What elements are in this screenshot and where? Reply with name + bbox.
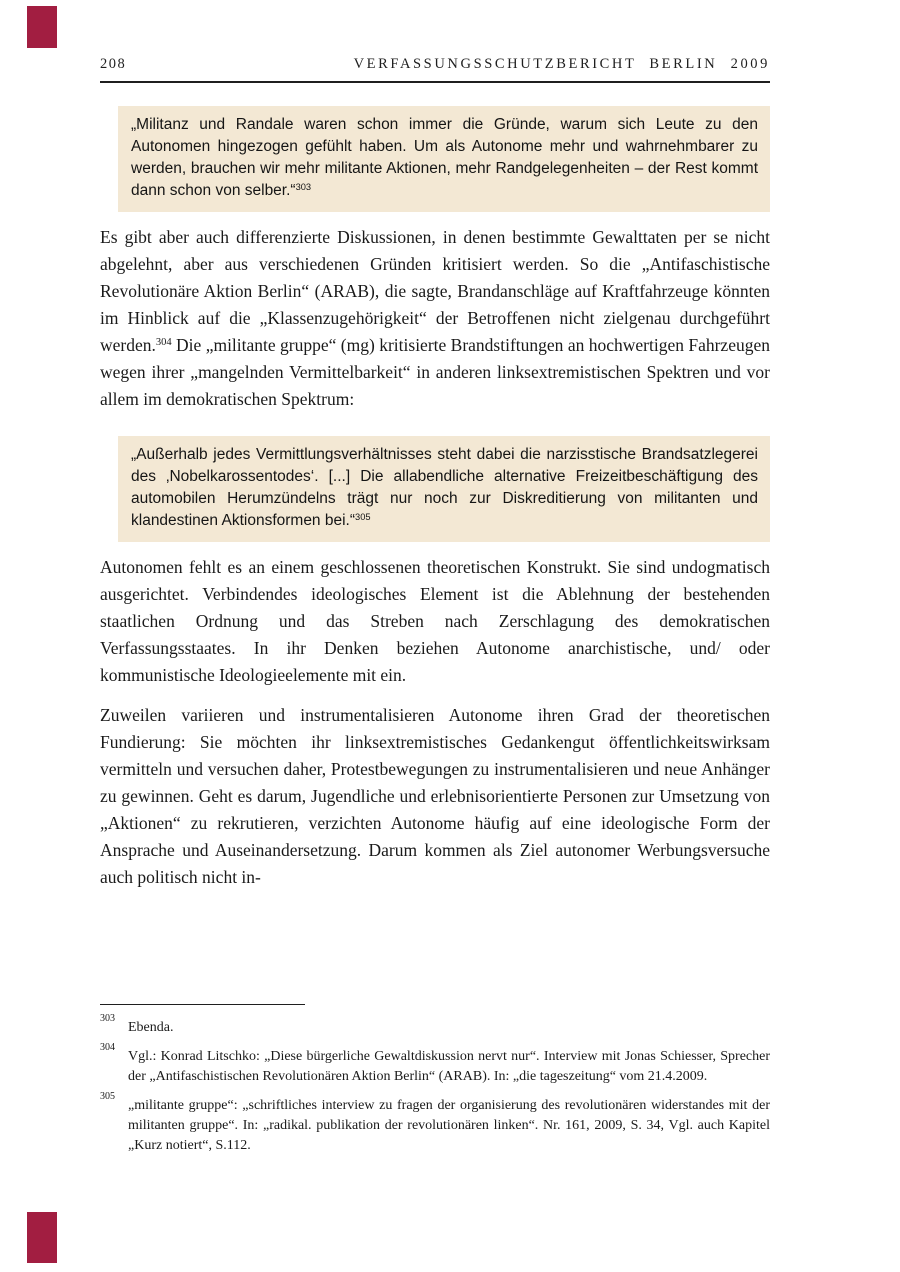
page-number: 208 [100,56,127,72]
paragraph-instrumentalisierung: Zuweilen variieren und instrumentalisieren Autonome ihren Grad der theoretischen Fundierung: Sie möchten ihr linksextremistisches Gedankengut öffentlichkeitswirksam vermitteln und versuchen daher, Protestbewegungen zu instrumentalisieren und neue Anhänger zu gewinnen. Geht es darum, Jugendliche und erlebnisorientierte Personen zur Umsetzung von „Aktionen“ zu rekrutieren, verzichten Autonome häufig auf eine ideologische Form der Ansprache und Auseinandersetzung. Darum kommen als Ziel autonomer Werbungsversuche auch politisch nicht in- [100,705,770,887]
blockquote-vermittlungsverhaeltnis: „Außerhalb jedes Vermittlungsverhältnisses steht dabei die narzisstische Brandsatzlegerei des ‚Nobelkarossentodes‘. [...] Die allabendliche alternative Freizeitbeschäftigung des automobilen Herumzündelns trägt nur noch zur Diskreditierung von militanten und klandestinen Aktionsformen bei.“$^{305}$ [118,436,770,542]
footnote-303: $^{303}$ Ebenda. [100,1018,770,1038]
page-corner-mark-bottom [27,1212,57,1263]
footnote-text: Vgl.: Konrad Litschko: „Diese bürgerliche Gewaltdiskussion nervt nur“. Interview mit Jonas Schiesser, Sprecher der „Antifaschistischen Revolutionären Aktion Berlin“ (ARAB). In: „die tageszeitung“ vom 21.4.2009. [128,1049,770,1084]
footnote-305: $^{305}$ „militante gruppe“: „schriftliches interview zu fragen der organisierung des revolutionären widerstandes mit der militanten gruppe“. In: „radikal. publikation der revolutionären linken“. Nr. 161, 2009, S. 34, Vgl. auch Kapitel „Kurz notiert“, S.112. [100,1096,770,1156]
page-header [100,56,770,83]
paragraph-autonome-ideologie: Autonomen fehlt es an einem geschlossenen theoretischen Konstrukt. Sie sind undogmatisch ausgerichtet. Verbindendes ideologisches Element ist die Ablehnung der bestehenden staatlichen Ordnung und das Streben nach Zerschlagung des demokratischen Verfassungsstaates. In ihr Denken beziehen Autonome anarchistische, und/ oder kommunistische Ideologieelemente mit ein. [100,557,770,685]
page-content [100,56,770,891]
blockquote-militanz: „Militanz und Randale waren schon immer die Gründe, warum sich Leute zu den Autonomen hingezogen gefühlt haben. Um als Autonome mehr und wahrnehmbarer zu werden, brauchen wir mehr militante Aktionen, mehr Randgelegenheiten – der Rest kommt dann schon von selber.“$^{303}$ [118,106,770,212]
footnote-304: $^{304}$ Vgl.: Konrad Litschko: „Diese bürgerliche Gewaltdiskussion nervt nur“. Interview mit Jonas Schiesser, Sprecher der „Antifaschistischen Revolutionären Aktion Berlin“ (ARAB). In: „die tageszeitung“ vom 21.4.2009. [100,1047,770,1087]
running-header-title: VERFASSUNGSSCHUTZBERICHT BERLIN 2009 [353,56,770,72]
footnote-area [100,1004,770,1165]
footnote-text: „militante gruppe“: „schriftliches interview zu fragen der organisierung des revolutionären widerstandes mit der militanten gruppe“. In: „radikal. publikation der revolutionären linken“. Nr. 161, 2009, S. 34, Vgl. auch Kapitel „Kurz notiert“, S.112. [128,1098,770,1153]
footnote-ref: 304 [155,337,172,349]
footnote-text: Ebenda. [128,1020,174,1035]
page-corner-mark-top [27,6,57,48]
footnote-separator-rule [100,1004,305,1005]
footnote-ref: 305 [355,511,371,522]
footnote-ref: 303 [295,181,312,192]
paragraph-differenzierte-diskussionen: Es gibt aber auch differenzierte Diskussionen, in denen bestimmte Gewalttaten per se nicht abgelehnt, aber aus verschiedenen Gründen kritisiert werden. So die „Antifaschistische Revolutionäre Aktion Berlin“ (ARAB), die sagte, Brandanschläge auf Kraftfahrzeuge könnten im Hinblick auf die „Klassenzugehörigkeit“ der Betroffenen nicht zielgenau durchgeführt werden.$^{304}$ Die „militante gruppe“ (mg) kritisierte Brandstiftungen an hochwertigen Fahrzeugen wegen ihrer „mangelnden Vermittelbarkeit“ in anderen linksextremistischen Spektren und vor allem im demokratischen Spektrum: [100,227,770,409]
